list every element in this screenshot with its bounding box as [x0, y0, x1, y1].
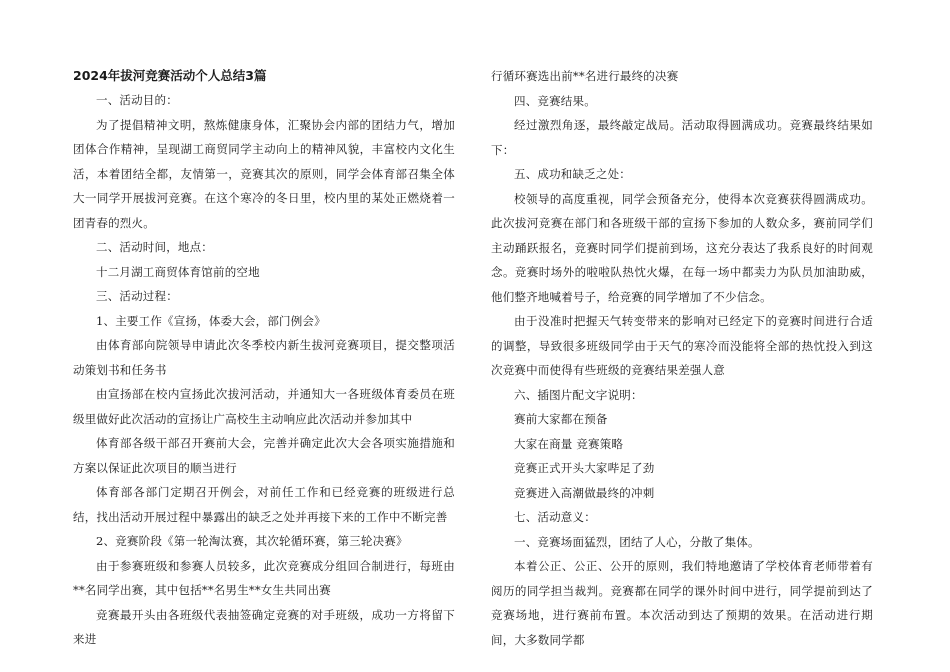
paragraph: 由于参赛班级和参赛人员较多，此次竞赛成分组回合制进行，每班由**名同学出赛，其中包括**名男生**女生共同出赛	[73, 558, 455, 597]
paragraph: 由体育部向院领导申请此次冬季校内新生拔河竞赛项目，提交整项活动策划书和任务书	[73, 338, 455, 377]
paragraph-continuation: 行循环赛选出前**名进行最终的决赛	[491, 69, 679, 83]
paragraph: 四、竞赛结果。	[514, 93, 596, 108]
paragraph: 校领导的高度重视，同学会预备充分，使得本次竞赛获得圆满成功。此次拔河竞赛在部门和各班级干部的宣扬下参加的人数众多，赛前同学们主动踊跃报名，竞赛时同学们提前到场，这充分表达了我系良好的时间观念。竞赛时场外的啦啦队热忱火爆，在每一场中都卖力为队员加油助威，他们整齐地喊着号子，给竞赛的同学增加了不少信念。	[491, 191, 873, 304]
paragraph: 十二月湖工商贸体育馆前的空地	[96, 264, 260, 279]
left-column	[73, 64, 455, 652]
paragraph: 七、活动意义：	[514, 510, 596, 524]
paragraph: 经过激烈角逐，最终敲定战局。活动取得圆满成功。竞赛最终结果如下：	[491, 118, 873, 157]
paragraph: 二、活动时间，地点：	[96, 240, 213, 254]
paragraph: 体育部各部门定期召开例会，对前任工作和已经竞赛的班级进行总结，找出活动开展过程中暴露出的缺乏之处并再接下来的工作中不断完善	[73, 485, 455, 524]
paragraph: 由宣扬部在校内宣扬此次拔河活动，并通知大一各班级体育委员在班级里做好此次活动的宣扬让广高校生主动响应此次活动并参加其中	[73, 387, 455, 426]
document-title: 2024年拔河竞赛活动个人总结3篇	[73, 68, 267, 83]
paragraph: 竞赛最开头由各班级代表抽签确定竞赛的对手班级，成功一方将留下来进	[73, 607, 455, 646]
paragraph: 五、成功和缺乏之处：	[514, 167, 631, 181]
paragraph: 三、活动过程：	[96, 289, 178, 303]
paragraph: 赛前大家都在预备	[514, 412, 608, 426]
paragraph: 2、竞赛阶段《第一轮淘汰赛，其次轮循环赛，第三轮决赛》	[96, 534, 408, 548]
paragraph: 大家在商量 竞赛策略	[514, 436, 624, 451]
paragraph: 为了提倡精神文明，熬炼健康身体，汇聚协会内部的团结力气，增加团体合作精神，呈现湖工商贸同学主动向上的精神风貌，丰富校内文化生活，本着团结全都，友情第一，竞赛其次的原则，同学会体育部召集全体大一同学开展拔河竞赛。在这个寒冷的冬日里，校内里的某处正燃烧着一团青春的烈火。	[73, 117, 455, 230]
paragraph: 本着公正、公正、公开的原则，我们特地邀请了学校体育老师带着有阅历的同学担当裁判。竞赛都在同学的课外时间中进行，同学提前到达了竞赛场地，进行赛前布置。本次活动到达了预期的效果。在活动进行期间，大多数同学都	[491, 559, 873, 647]
paragraph: 一、竞赛场面猛烈，团结了人心，分散了集体。	[514, 534, 760, 549]
paragraph: 由于没准时把握天气转变带来的影响对已经定下的竞赛时间进行合适的调整，导致很多班级同学由于天气的寒冷而没能将全部的热忱投入到这次竞赛中而使得有些班级的竞赛结果差强人意	[491, 314, 873, 377]
paragraph: 六、插图片配文字说明：	[514, 387, 643, 402]
paragraph: 1、主要工作《宣扬，体委大会，部门例会》	[96, 313, 326, 328]
paragraph: 一、活动目的：	[96, 93, 178, 107]
paragraph: 竞赛进入高潮做最终的冲刺	[514, 485, 655, 500]
paragraph: 竞赛正式开头大家哔足了劲	[514, 461, 655, 475]
right-column	[491, 64, 873, 652]
paragraph: 体育部各级干部召开赛前大会，完善并确定此次大会各项实施措施和方案以保证此次项目的顺当进行	[73, 436, 455, 475]
